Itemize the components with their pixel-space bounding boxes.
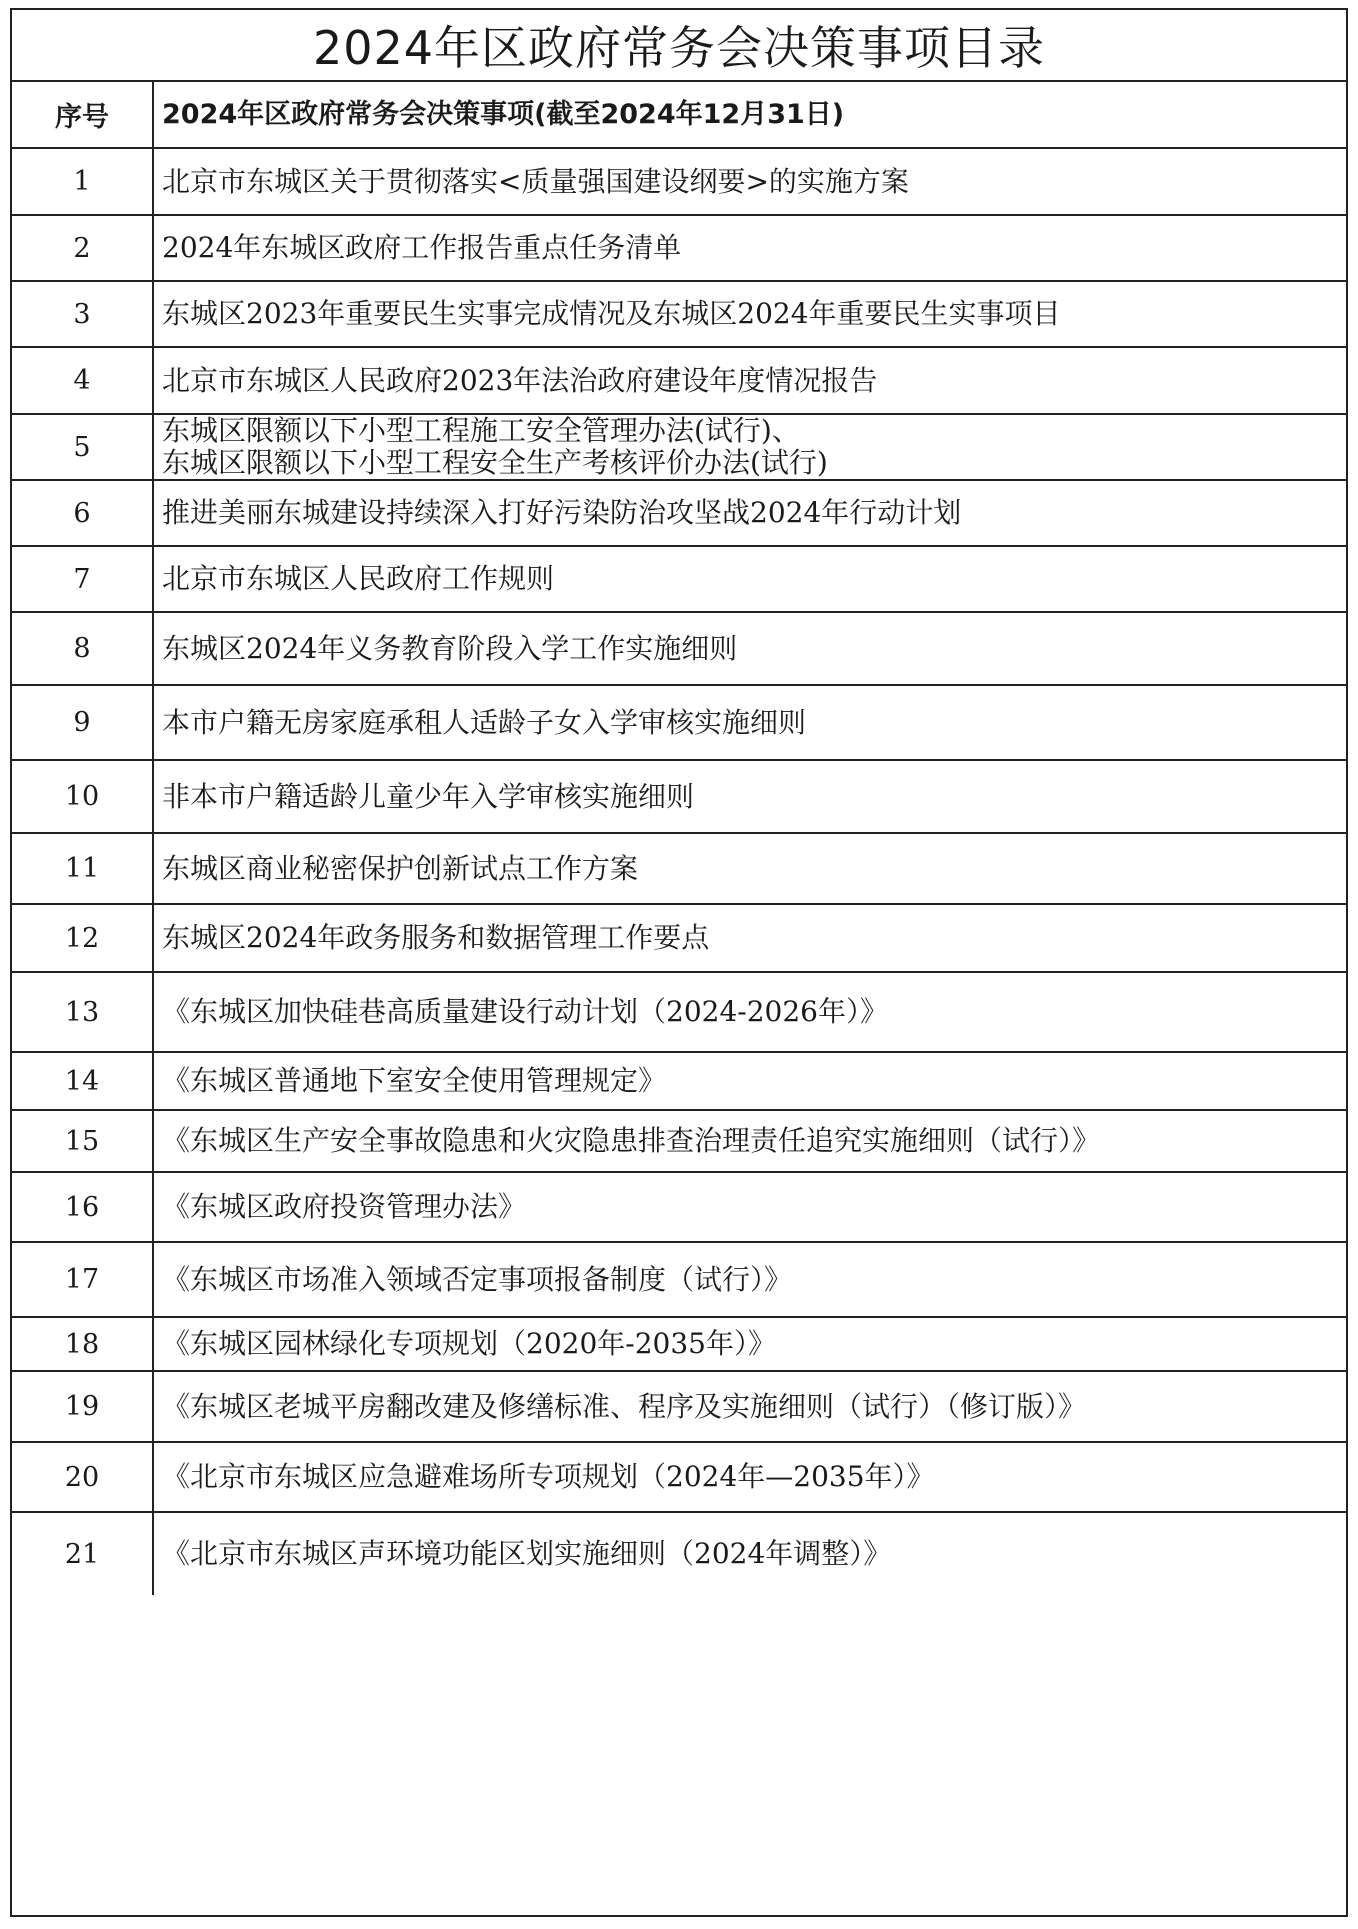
page-title: 2024年区政府常务会决策事项目录 — [12, 10, 1346, 82]
table-row — [12, 1173, 1346, 1243]
decision-item-text: 东城区商业秘密保护创新试点工作方案 — [162, 851, 639, 885]
table-row — [12, 481, 1346, 547]
table-row — [12, 613, 1346, 686]
row-decision-item — [154, 1443, 1346, 1511]
decision-item-text: 北京市东城区人民政府2023年法治政府建设年度情况报告 — [162, 363, 878, 397]
row-serial-number: 3 — [12, 282, 154, 346]
row-serial-number: 18 — [12, 1318, 154, 1370]
row-serial-number: 16 — [12, 1173, 154, 1241]
decision-item-text: 《北京市东城区应急避难场所专项规划（2024年—2035年）》 — [162, 1460, 935, 1493]
row-serial-number: 19 — [12, 1372, 154, 1441]
row-decision-item — [154, 1372, 1346, 1441]
row-decision-item — [154, 216, 1346, 280]
decision-item-text: 《东城区老城平房翻改建及修缮标准、程序及实施细则（试行）（修订版）》 — [162, 1389, 1087, 1423]
table-row — [12, 1372, 1346, 1443]
row-decision-item — [154, 1053, 1346, 1109]
decision-item-text: 北京市东城区关于贯彻落实<质量强国建设纲要>的实施方案 — [162, 164, 909, 198]
table-row — [12, 1053, 1346, 1111]
row-decision-item — [154, 686, 1346, 759]
decision-item-text: 《东城区市场准入领域否定事项报备制度（试行）》 — [162, 1262, 793, 1296]
header-decision-item: 2024年区政府常务会决策事项(截至2024年12月31日) — [162, 98, 845, 130]
row-serial-number: 6 — [12, 481, 154, 545]
table-row — [12, 834, 1346, 905]
decision-item-text: 东城区限额以下小型工程安全生产考核评价办法(试行) — [162, 446, 828, 479]
row-decision-item — [154, 415, 1346, 479]
decision-item-text: 推进美丽东城建设持续深入打好污染防治攻坚战2024年行动计划 — [162, 496, 962, 529]
row-serial-number: 2 — [12, 216, 154, 280]
table-row — [12, 686, 1346, 761]
table-row — [12, 973, 1346, 1053]
row-serial-number: 9 — [12, 686, 154, 759]
row-serial-number: 7 — [12, 547, 154, 611]
row-serial-number: 5 — [12, 415, 154, 479]
row-decision-item — [154, 547, 1346, 611]
row-decision-item — [154, 282, 1346, 346]
table-row — [12, 149, 1346, 216]
table-row — [12, 1111, 1346, 1173]
row-decision-item — [154, 834, 1346, 903]
table-row — [12, 905, 1346, 973]
table-row — [12, 348, 1346, 415]
row-serial-number: 12 — [12, 905, 154, 971]
row-serial-number: 8 — [12, 613, 154, 684]
decision-item-text: 非本市户籍适龄儿童少年入学审核实施细则 — [162, 779, 695, 813]
row-decision-item — [154, 613, 1346, 684]
decision-item-text: 东城区2023年重要民生实事完成情况及东城区2024年重要民生实事项目 — [162, 297, 1061, 330]
row-decision-item — [154, 348, 1346, 413]
decision-item-text: 北京市东城区人民政府工作规则 — [162, 562, 555, 595]
decision-item-text: 东城区2024年政务服务和数据管理工作要点 — [162, 921, 710, 954]
table-row — [12, 415, 1346, 481]
row-decision-item — [154, 973, 1346, 1051]
row-serial-number: 15 — [12, 1111, 154, 1171]
decision-item-text: 《东城区园林绿化专项规划（2020年-2035年）》 — [162, 1327, 776, 1360]
row-serial-number: 13 — [12, 973, 154, 1051]
row-decision-item — [154, 761, 1346, 832]
decision-item-text: 《北京市东城区声环境功能区划实施细则（2024年调整）》 — [162, 1537, 892, 1570]
row-serial-number: 1 — [12, 149, 154, 214]
decision-item-text: 《东城区生产安全事故隐患和火灾隐患排查治理责任追究实施细则（试行）》 — [162, 1124, 1101, 1157]
table-header — [12, 82, 1346, 149]
decision-catalog-table — [10, 8, 1348, 1917]
table-row — [12, 282, 1346, 348]
table-row — [12, 761, 1346, 834]
row-decision-item — [154, 481, 1346, 545]
decision-item-text: 《东城区普通地下室安全使用管理规定》 — [162, 1064, 667, 1097]
header-serial-number: 序号 — [12, 82, 154, 147]
row-serial-number: 20 — [12, 1443, 154, 1511]
row-serial-number: 14 — [12, 1053, 154, 1109]
row-serial-number: 4 — [12, 348, 154, 413]
row-serial-number: 10 — [12, 761, 154, 832]
decision-item-text: 《东城区加快硅巷高质量建设行动计划（2024-2026年）》 — [162, 995, 888, 1028]
decision-item-text: 本市户籍无房家庭承租人适龄子女入学审核实施细则 — [162, 705, 807, 739]
decision-item-text: 东城区2024年义务教育阶段入学工作实施细则 — [162, 631, 738, 665]
table-row — [12, 1243, 1346, 1318]
row-serial-number: 11 — [12, 834, 154, 903]
table-row — [12, 1318, 1346, 1372]
row-decision-item — [154, 905, 1346, 971]
table-row — [12, 216, 1346, 282]
row-decision-item — [154, 1513, 1346, 1595]
decision-item-text: 2024年东城区政府工作报告重点任务清单 — [162, 231, 682, 264]
row-decision-item — [154, 1111, 1346, 1171]
table-row — [12, 1443, 1346, 1513]
row-decision-item — [154, 1318, 1346, 1370]
decision-item-text: 东城区限额以下小型工程施工安全管理办法(试行)、 — [162, 415, 800, 447]
table-row — [12, 1513, 1346, 1595]
row-serial-number: 21 — [12, 1513, 154, 1595]
row-decision-item — [154, 1243, 1346, 1316]
row-decision-item — [154, 149, 1346, 214]
table-row — [12, 547, 1346, 613]
decision-item-text: 《东城区政府投资管理办法》 — [162, 1190, 527, 1223]
row-serial-number: 17 — [12, 1243, 154, 1316]
row-decision-item — [154, 1173, 1346, 1241]
